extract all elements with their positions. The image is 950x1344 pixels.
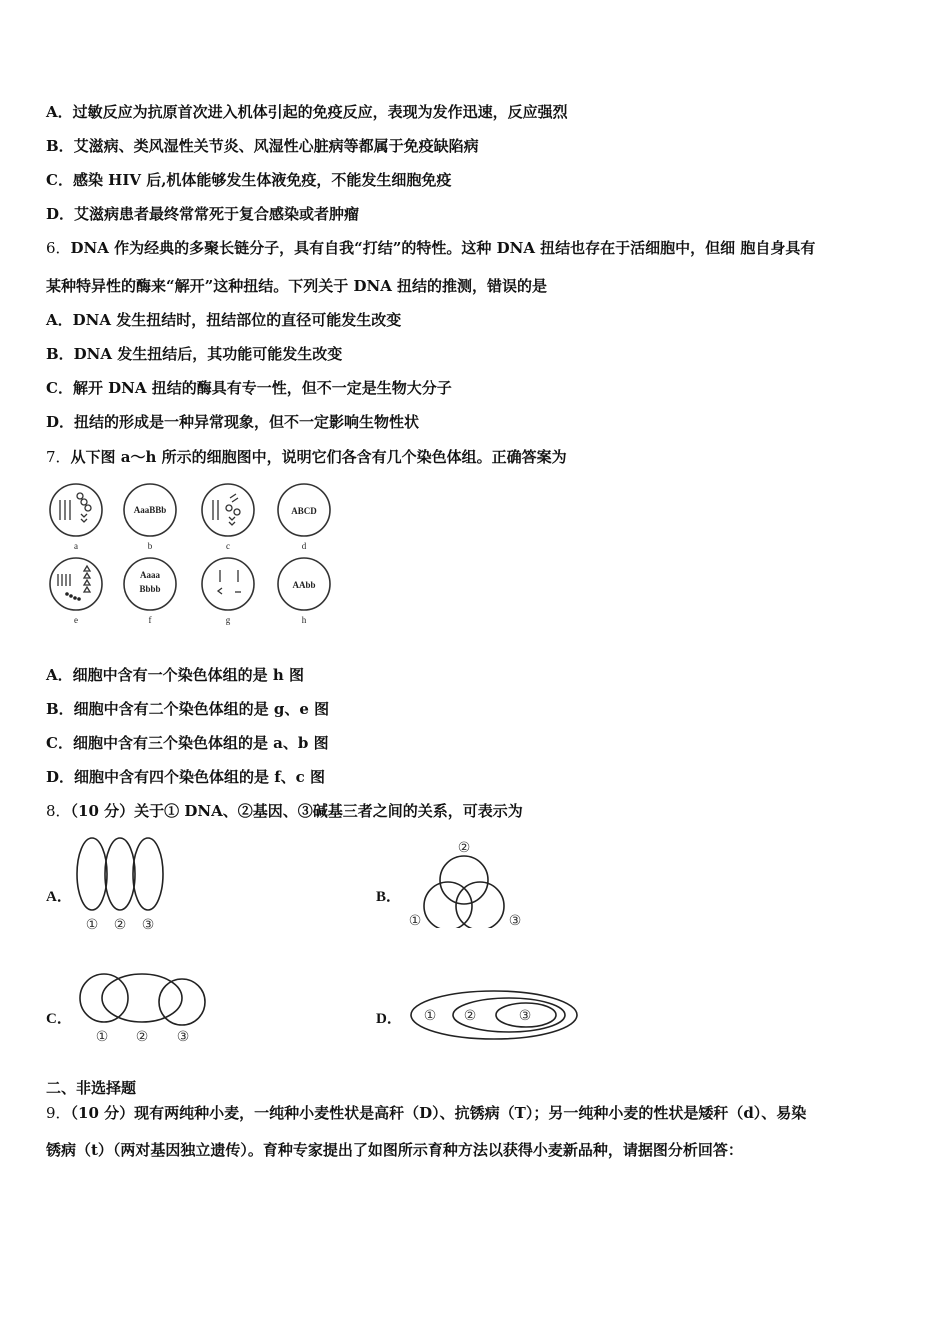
q8-stem: [46, 801, 523, 821]
q8-d-marker-3: ③: [518, 1008, 532, 1024]
q8-c-marker-3: ③: [176, 1029, 190, 1045]
cell-d-label: d: [301, 541, 307, 551]
q8-b-marker-3: ③: [508, 913, 522, 929]
q6-stem-line2: 某种特异性的酶来“解开”这种扭结。下列关于 DNA 扭结的推测，错误的是: [46, 277, 548, 295]
cell-c-outline: [202, 484, 254, 536]
section-title: 二、非选择题: [46, 1079, 137, 1097]
q6-option-d: D．扭结的形成是一种异常现象，但不一定影响生物性状: [46, 413, 420, 431]
q8-b-marker-1: ①: [408, 913, 422, 929]
q6-option-b: B．DNA 发生扭结后，其功能可能发生改变: [46, 345, 343, 363]
cell-b-genotype: AaaBBb: [133, 505, 167, 515]
cell-c-chromosomes: [213, 494, 240, 525]
q9-stem-text-1: （10 分）现有两纯种小麦，一纯种小麦性状是高秆（D）、抗锈病（T）；另一纯种小麦的性状是矮秆（d）、易染: [70, 1104, 807, 1122]
q8-option-a-diagram: [72, 836, 172, 936]
cell-g-label: g: [225, 615, 231, 625]
cell-e-label: e: [74, 615, 78, 625]
q8-d-marker-2: ②: [463, 1008, 477, 1024]
q6-option-c: C．解开 DNA 扭结的酶具有专一性，但不一定是生物大分子: [46, 379, 452, 397]
q7-option-d: D．细胞中含有四个染色体组的是 f、c 图: [46, 768, 326, 786]
q7-stem: [46, 447, 567, 467]
cell-a-outline: [50, 484, 102, 536]
q5-option-d: D．艾滋病患者最终常常死于复合感染或者肿瘤: [46, 205, 360, 223]
cell-g-chromosomes: [218, 570, 241, 594]
q6-stem-text-1: DNA 作为经典的多聚长链分子，具有自我“打结”的特性。这种 DNA 扭结也存在于活细胞中，但细 胞自身具有: [70, 239, 816, 257]
q7-stem-text: 从下图 a～h 所示的细胞图中，说明它们各含有几个染色体组。正确答案为: [70, 448, 567, 466]
q8-c-marker-2: ②: [135, 1029, 149, 1045]
cell-e-chromosomes: [58, 566, 90, 592]
q7-option-a: A．细胞中含有一个染色体组的是 h 图: [46, 666, 304, 684]
q8-option-c-diagram: [76, 970, 216, 1050]
cell-f-genotype-1: Aaaa: [140, 570, 160, 580]
cell-e-dots: [65, 592, 81, 601]
cell-diagram: [40, 478, 340, 630]
q8-a-marker-3: ③: [141, 917, 155, 933]
cell-d-genotype: ABCD: [291, 506, 317, 516]
q9-stem-line1: [46, 1103, 806, 1123]
q8-c-marker-1: ①: [95, 1029, 109, 1045]
q8-option-b-diagram: [400, 836, 530, 936]
q5-option-a: A．过敏反应为抗原首次进入机体引起的免疫反应，表现为发作迅速，反应强烈: [46, 103, 568, 121]
cell-b-label: b: [147, 541, 153, 551]
cell-h-label: h: [301, 615, 307, 625]
q8-number: 8．: [46, 802, 71, 820]
q9-number: 9．: [46, 1104, 71, 1122]
q5-option-b: B．艾滋病、类风湿性关节炎、风湿性心脏病等都属于免疫缺陷病: [46, 137, 479, 155]
q8-option-d-diagram: [408, 988, 583, 1044]
q6-number: 6．: [46, 239, 71, 257]
q7-option-b: B．细胞中含有二个染色体组的是 g、e 图: [46, 700, 330, 718]
q8-option-a-label: A．: [46, 889, 72, 905]
q7-number: 7．: [46, 448, 71, 466]
q8-option-b-label: B．: [376, 889, 402, 905]
q8-a-marker-1: ①: [85, 917, 99, 933]
q6-option-a: A．DNA 发生扭结时，扭结部位的直径可能发生改变: [46, 311, 402, 329]
q8-d-marker-1: ①: [423, 1008, 437, 1024]
cell-f-label: f: [148, 615, 152, 625]
cell-a-label: a: [74, 541, 78, 551]
cell-f-genotype-2: Bbbb: [139, 584, 161, 594]
q8-stem-text: （10 分）关于① DNA、②基因、③碱基三者之间的关系，可表示为: [70, 802, 523, 820]
q8-a-marker-2: ②: [113, 917, 127, 933]
cell-g-outline: [202, 558, 254, 610]
q5-option-c: C．感染 HIV 后,机体能够发生体液免疫，不能发生细胞免疫: [46, 171, 452, 189]
q6-stem-line1: [46, 238, 815, 258]
cell-c-label: c: [226, 541, 230, 551]
cell-h-genotype: AAbb: [292, 580, 316, 590]
q8-b-marker-2: ②: [457, 840, 471, 856]
q8-option-c-label: C．: [46, 1011, 72, 1027]
q8-option-d-label: D．: [376, 1011, 402, 1027]
q9-stem-line2: 锈病（t）（两对基因独立遗传）。育种专家提出了如图所示育种方法以获得小麦新品种，请据图分析回答：: [46, 1141, 743, 1159]
q7-option-c: C．细胞中含有三个染色体组的是 a、b 图: [46, 734, 329, 752]
cell-a-chromosomes: [60, 493, 91, 522]
